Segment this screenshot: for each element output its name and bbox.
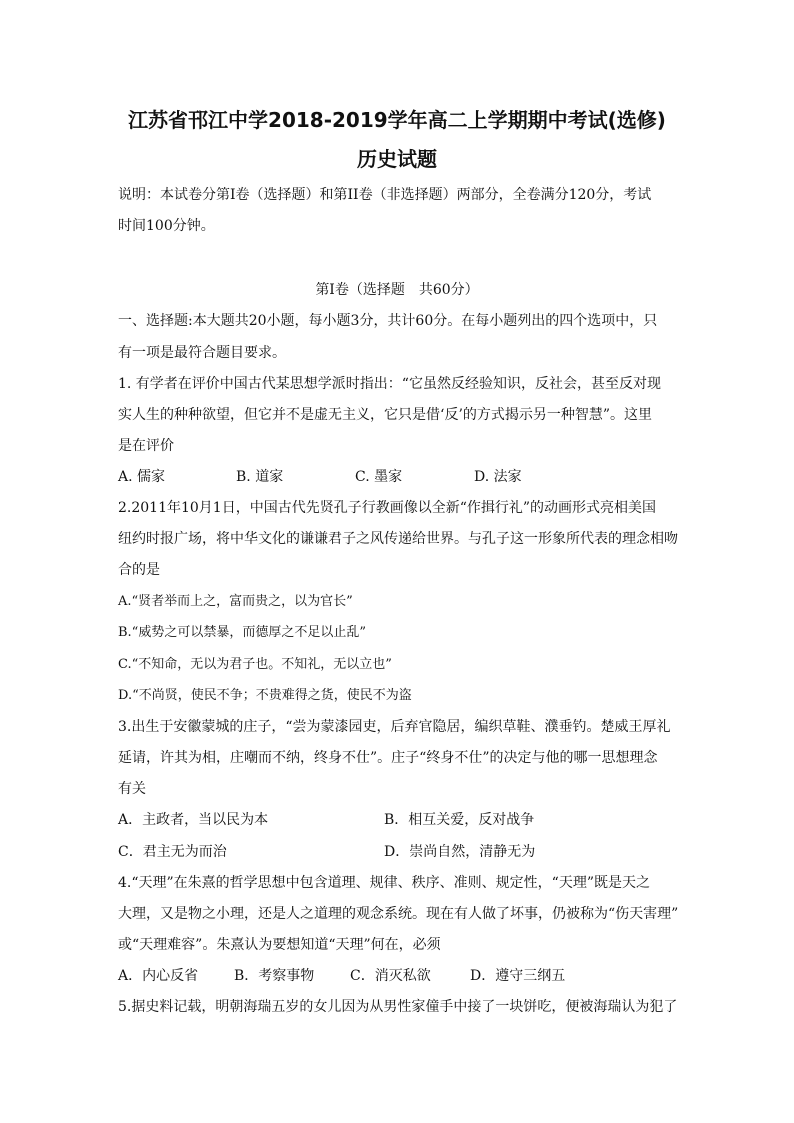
q3-option-d: D．崇尚自然，清静无为	[384, 844, 536, 860]
q4-line-1: 4.“天理”在朱熹的哲学思想中包含道理、规律、秩序、准则、规定性，“天理”既是天之	[118, 875, 650, 891]
exam-title: 江苏省邗江中学2018-2019学年高二上学期期中考试(选修)	[128, 108, 666, 132]
q2-option-d: D.“不尚贤，使民不争；不贵难得之货，使民不为盗	[118, 688, 412, 703]
q5-line-1: 5.据史料记载，明朝海瑞五岁的女儿因为从男性家僮手中接了一块饼吃，便被海瑞认为犯了	[118, 999, 678, 1015]
section1-intro-line-1: 一、选择题:本大题共20小题，每小题3分，共计60分。在每小题列出的四个选项中，只	[118, 313, 658, 329]
q2-line-2: 纽约时报广场，将中华文化的谦谦君子之风传递给世界。与孔子这一形象所代表的理念相吻	[118, 531, 678, 547]
q1-option-c: C. 墨家	[355, 469, 403, 485]
q1-line-2: 实人生的种种欲望，但它并不是虚无主义，它只是借‘反’的方式揭示另一种智慧”。这里	[118, 407, 653, 423]
q2-option-a: A.“贤者举而上之，富而贵之，以为官长”	[118, 594, 353, 609]
q4-option-b: B．考察事物	[234, 968, 315, 984]
q1-option-d: D. 法家	[474, 469, 522, 485]
q1-option-a: A. 儒家	[118, 469, 166, 485]
q1-option-b: B. 道家	[236, 469, 284, 485]
q4-line-3: 或“天理难容”。朱熹认为要想知道“天理”何在，必须	[118, 937, 441, 953]
q3-option-a: A．主政者，当以民为本	[118, 812, 269, 828]
section1-intro-line-2: 有一项是最符合题目要求。	[118, 345, 286, 361]
q2-option-b: B.“威势之可以禁暴，而德厚之不足以止乱”	[118, 625, 366, 640]
q3-option-b: B．相互关爱，反对战争	[384, 812, 535, 828]
q3-line-1: 3.出生于安徽蒙城的庄子，“尝为蒙漆园吏，后弃官隐居，编织草鞋、濮垂钓。楚威王厚礼	[118, 719, 671, 735]
q2-line-1: 2.2011年10月1日，中国古代先贤孔子行教画像以全新“作揖行礼”的动画形式亮相美国	[118, 500, 657, 516]
q4-option-a: A．内心反省	[118, 968, 199, 984]
q3-line-3: 有关	[118, 781, 146, 797]
q4-line-2: 大理，又是物之小理，还是人之道理的观念系统。现在有人做了坏事，仍被称为“伤天害理”	[118, 906, 678, 922]
q2-line-3: 合的是	[118, 562, 160, 578]
q4-option-d: D．遵守三纲五	[470, 968, 566, 984]
intro-line-2: 时间100分钟。	[118, 218, 215, 234]
q1-line-1: 1. 有学者在评价中国古代某思想学派时指出：“它虽然反经验知识，反社会，甚至反对现	[118, 376, 661, 392]
q3-option-c: C．君主无为而治	[118, 844, 227, 860]
exam-subtitle: 历史试题	[357, 147, 437, 171]
q4-option-c: C．消灭私欲	[350, 968, 431, 984]
q2-option-c: C.“不知命，无以为君子也。不知礼，无以立也”	[118, 657, 392, 672]
intro-line-1: 说明：本试卷分第Ⅰ卷（选择题）和第II卷（非选择题）两部分，全卷满分120分，考试	[118, 187, 652, 203]
q3-line-2: 延请，许其为相，庄嘲而不纳，终身不仕”。庄子“终身不仕”的决定与他的哪一思想理念	[118, 750, 658, 766]
q1-line-3: 是在评价	[118, 438, 174, 454]
section1-heading: 第Ⅰ卷（选择题 共60分）	[315, 282, 479, 298]
